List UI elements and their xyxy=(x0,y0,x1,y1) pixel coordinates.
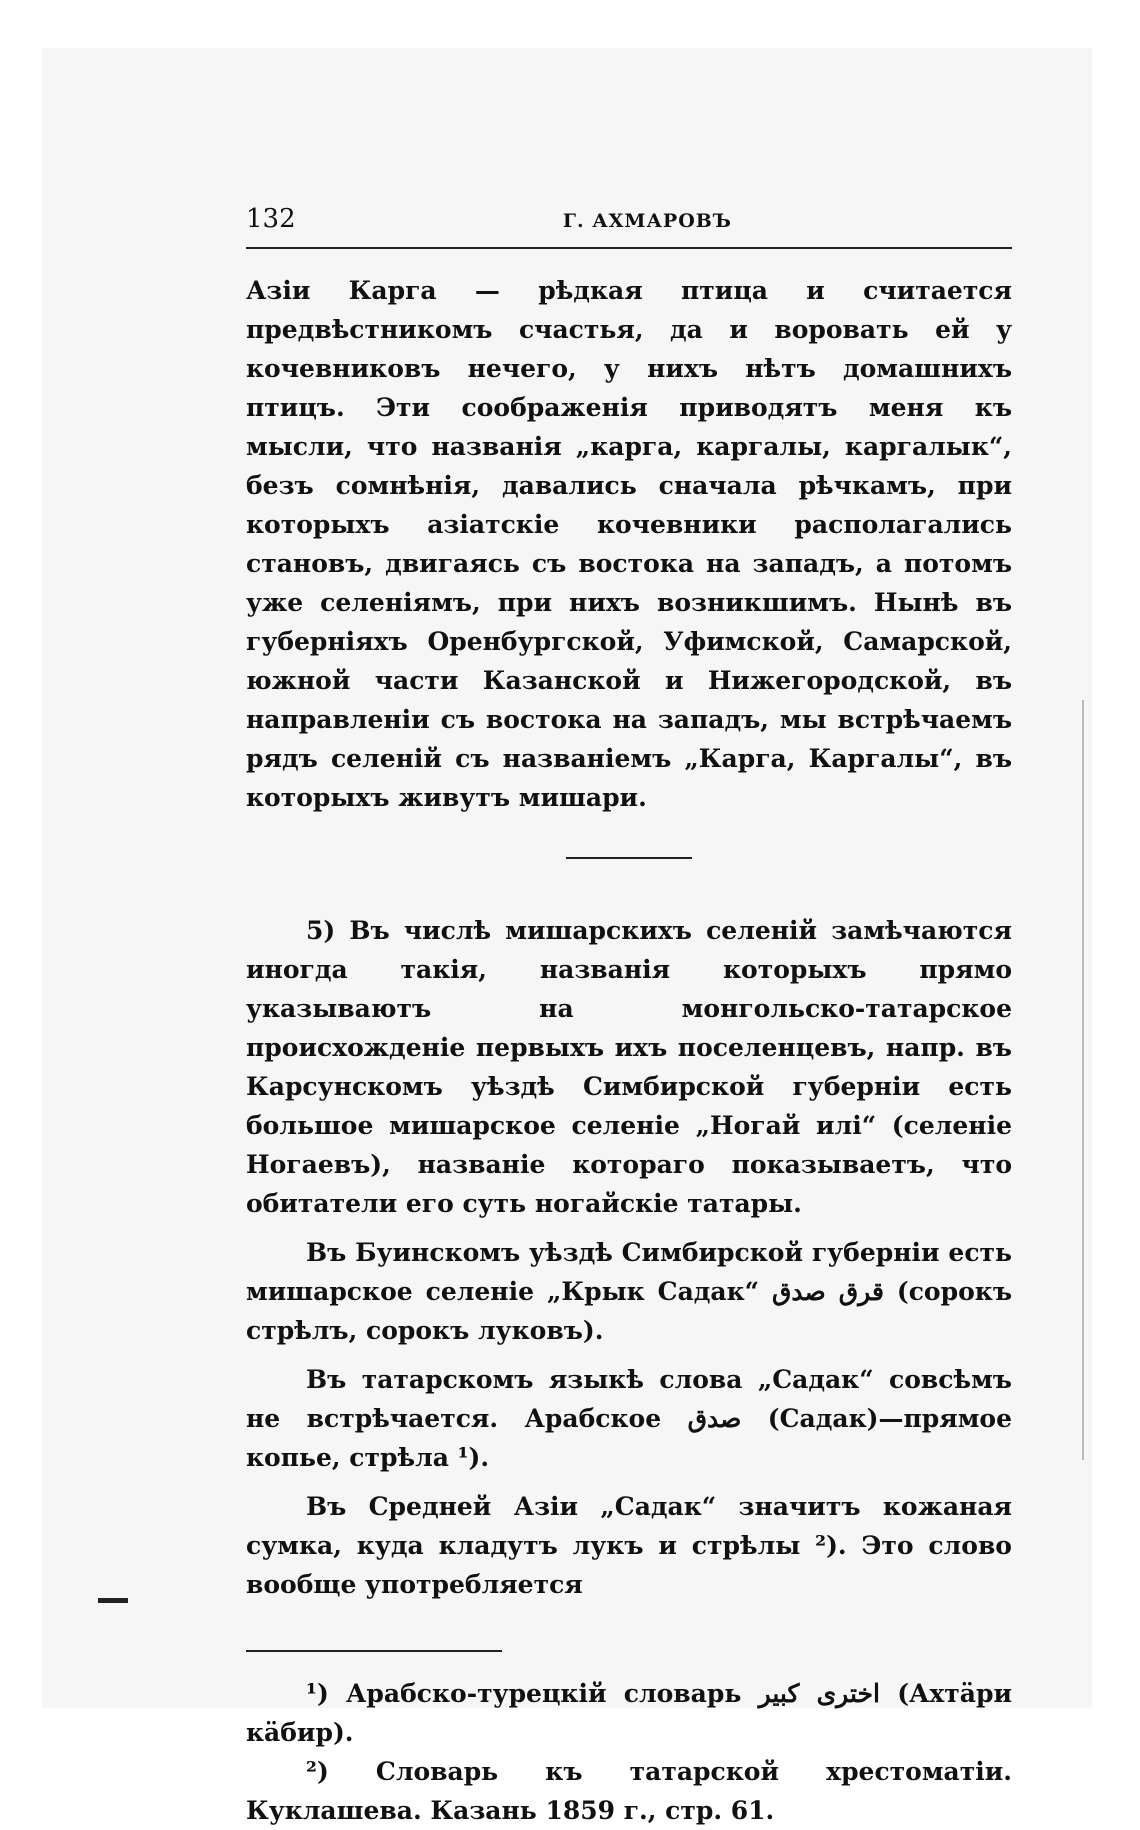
book-page xyxy=(246,200,1012,1830)
section-divider xyxy=(566,857,692,859)
paragraph-2: 5) Въ числѣ мишарскихъ селеній замѣчаются иногда такія, названія которыхъ прямо указываютъ на монгольско-татарское происхожденіе первыхъ ихъ поселенцевъ, напр. въ Карсунскомъ уѣздѣ Симбирской губерніи есть большое мишарское селеніе „Ногай илі“ (селеніе Ногаевъ), названіе котораго показываетъ, что обитатели его суть ногайскіе татары. xyxy=(246,916,1012,1218)
paragraph-5: Въ Средней Азіи „Садак“ значитъ кожаная сумка, куда кладутъ лукъ и стрѣлы ²). Это слово вообще употребляется xyxy=(246,1492,1012,1599)
running-head: Г. АХМАРОВЪ xyxy=(562,210,732,232)
page-header xyxy=(246,200,1012,249)
footnote-divider xyxy=(246,1650,502,1652)
scan-edge-line xyxy=(1082,700,1084,1460)
paragraph-3: Въ Буинскомъ уѣздѣ Симбирской губерніи есть мишарское селеніе „Крык Садак“ قرق صدق (сорокъ стрѣлъ, сорокъ луковъ). xyxy=(246,1238,1012,1345)
footnote-1: ¹) Арабско-турецкій словарь اختری کبیر (Ахтäри кäбир). xyxy=(246,1679,1013,1747)
footnote-2: ²) Словарь къ татарской хрестоматіи. Куклашева. Казань 1859 г., стр. 61. xyxy=(246,1757,1012,1825)
paragraph-4: Въ татарскомъ языкѣ слова „Садак“ совсѣмъ не встрѣчается. Арабское صدق (Садак)—прямое копье, стрѣла ¹). xyxy=(246,1365,1012,1472)
paragraph-1: Азіи Карга — рѣдкая птица и считается предвѣстникомъ счастья, да и воровать ей у кочевниковъ нечего, у нихъ нѣтъ домашнихъ птицъ. Эти соображенія приводятъ меня къ мысли, что названія „карга, каргалы, каргалык“, безъ сомнѣнія, давались сначала рѣчкамъ, при которыхъ азіатскіе кочевники располагались становъ, двигаясь съ востока на западъ, а потомъ уже селеніямъ, при нихъ возникшимъ. Нынѣ въ губерніяхъ Оренбургской, Уфимской, Самарской, южной части Казанской и Нижегородской, въ направленіи съ востока на западъ, мы встрѣчаемъ рядъ селеній съ названіемъ „Карга, Каргалы“, въ которыхъ живутъ мишари. xyxy=(246,276,1012,812)
scan-smudge xyxy=(98,1598,128,1603)
page-number: 132 xyxy=(246,204,296,234)
